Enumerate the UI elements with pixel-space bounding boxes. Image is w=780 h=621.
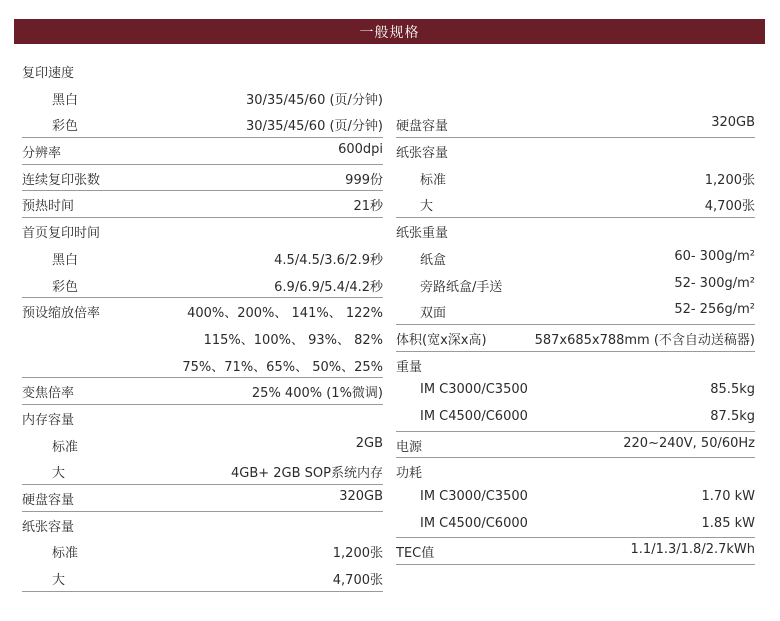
spec-value: 115%、100%、 93%、 82% bbox=[203, 332, 383, 348]
spec-row bbox=[22, 325, 383, 352]
spec-row bbox=[396, 485, 755, 512]
spec-label: 纸张重量 bbox=[396, 226, 449, 242]
spec-label: 功耗 bbox=[396, 466, 423, 482]
spec-row bbox=[22, 432, 383, 459]
spec-label: 双面 bbox=[420, 306, 447, 322]
spec-label: 标准 bbox=[52, 439, 79, 455]
spec-value: 4GB+ 2GB SOP系统内存 bbox=[230, 466, 383, 482]
spec-row bbox=[396, 245, 755, 272]
spec-value: 4,700张 bbox=[332, 573, 383, 589]
section-header bbox=[14, 19, 765, 44]
spec-label: 内存容量 bbox=[22, 412, 75, 428]
spec-value: 400%、200%、 141%、 122% bbox=[187, 306, 383, 322]
spec-label: 预热时间 bbox=[22, 199, 75, 215]
spec-value: 21秒 bbox=[353, 199, 383, 215]
spec-label: 复印速度 bbox=[22, 66, 75, 81]
spec-label: 预设缩放倍率 bbox=[22, 306, 101, 322]
spec-label: 首页复印时间 bbox=[22, 226, 101, 242]
spec-row bbox=[22, 272, 383, 299]
spec-row bbox=[22, 58, 383, 85]
spec-label: 彩色 bbox=[52, 279, 79, 295]
spec-row bbox=[22, 85, 383, 112]
spec-label: 分辨率 bbox=[22, 146, 62, 162]
spec-label: IM C3000/C3500 bbox=[420, 382, 528, 398]
spec-row bbox=[22, 458, 383, 485]
spec-label: 大 bbox=[420, 199, 434, 215]
spec-row bbox=[396, 538, 755, 565]
spec-row bbox=[22, 218, 383, 245]
spec-row bbox=[396, 432, 755, 459]
spec-value: 25% 400% (1%微调) bbox=[251, 386, 383, 402]
spec-row bbox=[396, 325, 755, 352]
spec-row bbox=[22, 191, 383, 218]
spec-value: 87.5kg bbox=[710, 408, 755, 424]
spec-value: 85.5kg bbox=[710, 382, 755, 398]
spec-value: 60- 300g/m² bbox=[674, 248, 755, 264]
spec-label: 纸张容量 bbox=[22, 519, 75, 535]
spec-row bbox=[396, 298, 755, 325]
spec-value: 52- 256g/m² bbox=[674, 302, 755, 318]
spec-row bbox=[22, 138, 383, 165]
spec-row bbox=[396, 218, 755, 245]
spec-row bbox=[22, 538, 383, 565]
spec-row bbox=[396, 272, 755, 299]
spec-row bbox=[396, 138, 755, 165]
spec-value: 75%、71%、65%、 50%、25% bbox=[182, 359, 383, 375]
spec-value: 2GB bbox=[355, 435, 383, 451]
spec-value: 220~240V, 50/60Hz bbox=[623, 435, 755, 451]
spec-label: 变焦倍率 bbox=[22, 386, 75, 402]
spec-value: 4.5/4.5/3.6/2.9秒 bbox=[274, 252, 383, 268]
spec-label: 标准 bbox=[420, 172, 447, 188]
spec-value: 52- 300g/m² bbox=[674, 275, 755, 291]
spec-column-left bbox=[22, 58, 383, 592]
spec-label: 大 bbox=[52, 573, 66, 589]
spec-row bbox=[396, 165, 755, 192]
section-title: 一般规格 bbox=[359, 24, 420, 41]
spec-row bbox=[396, 111, 755, 138]
spec-label: 大 bbox=[52, 466, 66, 482]
spec-row bbox=[22, 512, 383, 539]
spec-row bbox=[22, 352, 383, 379]
spec-column-right bbox=[396, 58, 755, 565]
spec-row bbox=[22, 485, 383, 512]
spec-value: 320GB bbox=[711, 115, 755, 131]
spec-row bbox=[396, 405, 755, 432]
spec-value: 1.1/1.3/1.8/2.7kWh bbox=[630, 542, 755, 558]
spec-row bbox=[396, 58, 755, 85]
spec-label: IM C4500/C6000 bbox=[420, 408, 528, 424]
spec-label: 重量 bbox=[396, 359, 423, 375]
spec-value: 1,200张 bbox=[332, 546, 383, 562]
spec-row bbox=[396, 352, 755, 379]
spec-value: 999份 bbox=[345, 172, 383, 188]
spec-label: 旁路纸盒/手送 bbox=[420, 279, 503, 295]
spec-label: 纸张容量 bbox=[396, 146, 449, 162]
spec-row bbox=[396, 85, 755, 112]
spec-label: 纸盒 bbox=[420, 252, 447, 268]
spec-row bbox=[396, 378, 755, 405]
spec-label: 标准 bbox=[52, 546, 79, 562]
spec-row bbox=[22, 378, 383, 405]
spec-label: 硬盘容量 bbox=[396, 119, 449, 135]
spec-value: 1.70 kW bbox=[701, 489, 755, 504]
spec-row bbox=[396, 512, 755, 539]
spec-label: 黑白 bbox=[52, 252, 79, 268]
spec-label: IM C4500/C6000 bbox=[420, 515, 528, 531]
spec-label: 黑白 bbox=[52, 92, 79, 108]
spec-row bbox=[396, 458, 755, 485]
spec-label: IM C3000/C3500 bbox=[420, 489, 528, 504]
spec-label: 电源 bbox=[396, 439, 423, 455]
spec-value: 320GB bbox=[339, 489, 383, 504]
spec-label: 硬盘容量 bbox=[22, 493, 75, 508]
spec-value: 4,700张 bbox=[704, 199, 755, 215]
spec-row bbox=[22, 565, 383, 592]
spec-value: 30/35/45/60 (页/分钟) bbox=[246, 92, 383, 108]
spec-row bbox=[22, 298, 383, 325]
spec-value: 587x685x788mm (不含自动送稿器) bbox=[534, 332, 755, 348]
spec-row bbox=[22, 165, 383, 192]
spec-row bbox=[22, 111, 383, 138]
spec-label: TEC值 bbox=[396, 546, 435, 562]
spec-value: 1.85 kW bbox=[701, 515, 755, 531]
spec-row bbox=[396, 191, 755, 218]
spec-row bbox=[22, 405, 383, 432]
spec-value: 30/35/45/60 (页/分钟) bbox=[246, 119, 383, 135]
spec-label: 体积(宽x深x高) bbox=[396, 332, 487, 348]
spec-label: 彩色 bbox=[52, 119, 79, 135]
spec-value: 600dpi bbox=[338, 142, 383, 158]
spec-value: 1,200张 bbox=[704, 172, 755, 188]
spec-label: 连续复印张数 bbox=[22, 172, 101, 188]
spec-value: 6.9/6.9/5.4/4.2秒 bbox=[274, 279, 383, 295]
spec-row bbox=[22, 245, 383, 272]
